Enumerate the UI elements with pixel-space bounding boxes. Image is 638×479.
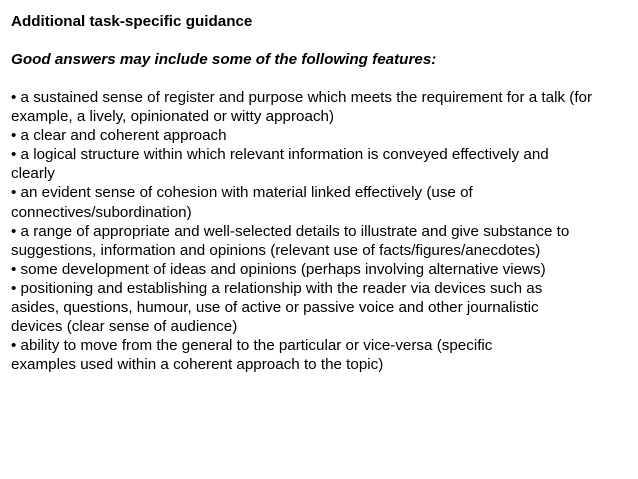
list-line: clearly — [11, 165, 55, 183]
list-line: examples used within a coherent approach to the topic) — [11, 356, 384, 374]
feature-list — [11, 88, 631, 374]
list-line: asides, questions, humour, use of active or passive voice and other journalistic — [11, 299, 539, 317]
list-line: example, a lively, opinionated or witty approach) — [11, 108, 335, 126]
list-line: • a sustained sense of register and purpose which meets the requirement for a talk (for — [11, 89, 593, 106]
guidance-slide — [11, 12, 631, 374]
list-line: • positioning and establishing a relationship with the reader via devices such as — [11, 279, 543, 297]
page-title: Additional task-specific guidance — [11, 13, 253, 30]
list-line: suggestions, information and opinions (relevant use of facts/figures/anecdotes) — [11, 241, 541, 259]
section-subtitle: Good answers may include some of the following features: — [11, 51, 437, 68]
list-line: • a range of appropriate and well-selected details to illustrate and give substance to — [11, 222, 570, 240]
list-line: • ability to move from the general to the particular or vice-versa (specific — [11, 337, 493, 355]
list-line: connectives/subordination) — [11, 203, 192, 221]
list-line: • a clear and coherent approach — [11, 127, 227, 145]
list-line: • a logical structure within which relevant information is conveyed effectively and — [11, 146, 549, 164]
list-line: • some development of ideas and opinions (perhaps involving alternative views) — [11, 260, 546, 278]
list-line: • an evident sense of cohesion with material linked effectively (use of — [11, 184, 473, 202]
list-line: devices (clear sense of audience) — [11, 318, 238, 336]
